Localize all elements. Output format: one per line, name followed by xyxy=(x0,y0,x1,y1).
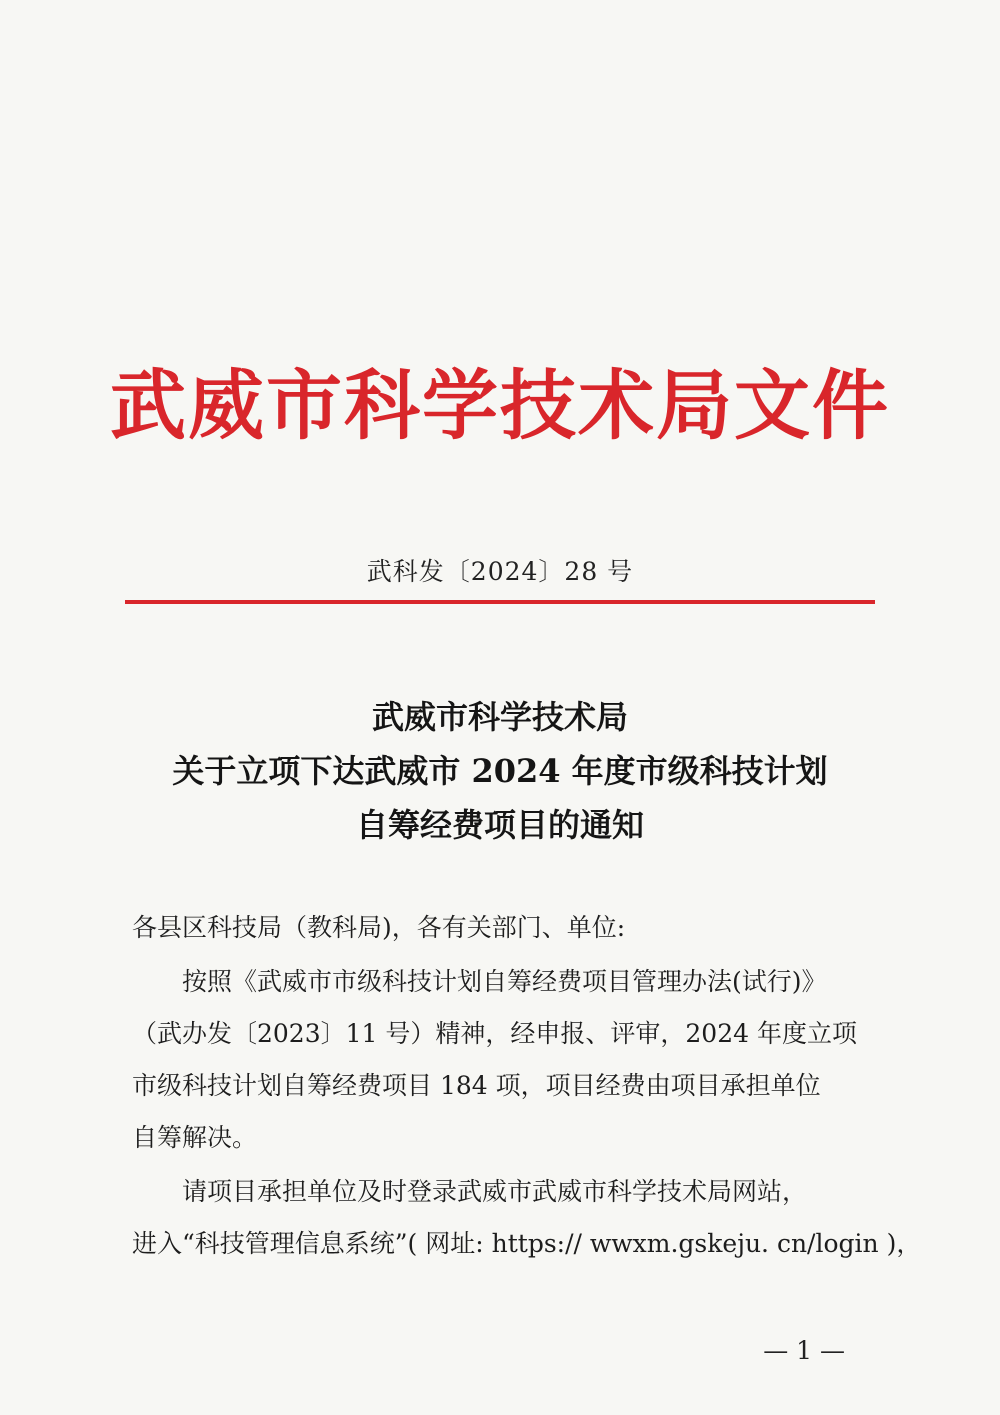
paragraph-1-cont xyxy=(132,1008,872,1164)
salutation-text: 各县区科技局（教科局)，各有关部门、单位: xyxy=(132,913,626,942)
paragraph-1-line-4: 自筹解决。 xyxy=(132,1123,258,1152)
notice-title-line3: 自筹经费项目的通知 xyxy=(355,806,644,844)
document-header-title: 武威市科学技术局文件 xyxy=(110,361,890,450)
paragraph-2-line-2: 进入“科技管理信息系统”( 网址: https:// wwxm.gskeju. cn/login )， xyxy=(132,1229,922,1258)
notice-title-line2: 关于立项下达武威市 2024 年度市级科技计划 xyxy=(172,752,828,790)
notice-body xyxy=(132,902,922,1270)
notice-title-line1: 武威市科学技术局 xyxy=(371,698,628,736)
salutation xyxy=(132,902,872,954)
paragraph-2 xyxy=(132,1166,872,1218)
paragraph-2-cont xyxy=(132,1218,922,1270)
document-number: 武科发〔2024〕28 号 xyxy=(366,557,634,586)
paragraph-1 xyxy=(132,956,872,1008)
paragraph-2-line-1: 请项目承担单位及时登录武威市武威市科学技术局网站， xyxy=(182,1177,808,1206)
notice-title xyxy=(0,690,1000,852)
paragraph-1-line-1: 按照《武威市市级科技计划自筹经费项目管理办法(试行)》 xyxy=(182,967,827,996)
paragraph-1-line-2: （武办发〔2023〕11 号）精神，经申报、评审，2024 年度立项 xyxy=(132,1019,857,1048)
paragraph-1-line-3: 市级科技计划自筹经费项目 184 项，项目经费由项目承担单位 xyxy=(132,1071,821,1100)
header-divider xyxy=(125,600,875,604)
page-number: — 1 — xyxy=(763,1336,845,1365)
